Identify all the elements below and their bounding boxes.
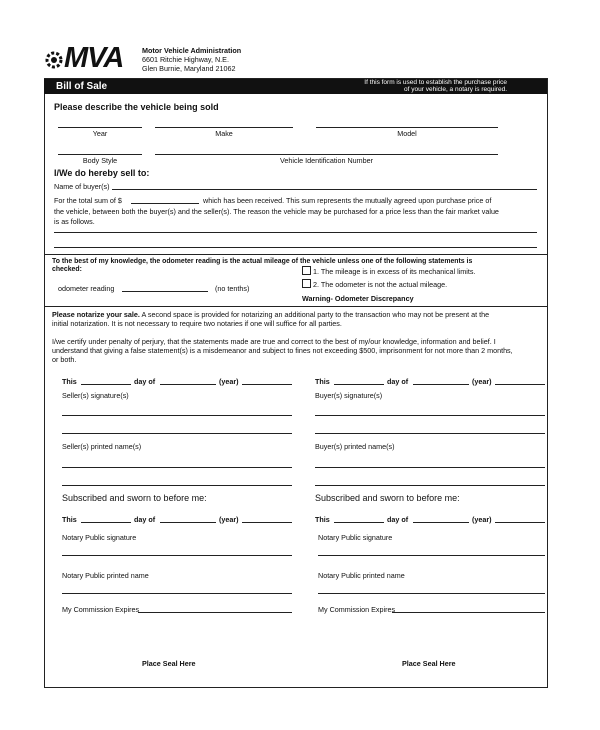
not-actual-checkbox[interactable] xyxy=(302,279,311,288)
seller-notary-signature-line[interactable] xyxy=(62,555,292,556)
org-name: Motor Vehicle Administration xyxy=(142,46,242,55)
seller-notary-day-field[interactable] xyxy=(81,522,131,523)
buyer-commission-field[interactable] xyxy=(392,612,545,613)
seller-month-field[interactable] xyxy=(160,384,216,385)
seller-year-label: (year) xyxy=(219,377,239,386)
divider-odometer xyxy=(44,254,547,255)
seller-this-label: This xyxy=(62,377,77,386)
buyer-notary-printed-line[interactable] xyxy=(318,593,545,594)
seller-day-field[interactable] xyxy=(81,384,131,385)
seller-commission-label: My Commission Expires xyxy=(62,605,140,614)
seller-seal-label: Place Seal Here xyxy=(142,659,196,668)
seller-year-field[interactable] xyxy=(242,384,292,385)
certify-line-1: I/we certify under penalty of perjury, that the statements made are true and correct to the best of my/our knowledge, information and belief. I xyxy=(52,337,496,346)
notarize-rest: A second space is provided for notarizing an additional party to the transaction who may not be present at the xyxy=(141,310,490,319)
vehicle-heading: Please describe the vehicle being sold xyxy=(54,102,219,112)
model-field[interactable] xyxy=(316,127,498,128)
buyer-notary-this-label: This xyxy=(315,515,330,524)
seller-notary-signature-label: Notary Public signature xyxy=(62,533,137,542)
no-tenths-label: (no tenths) xyxy=(215,284,250,293)
seller-notary-printed-line[interactable] xyxy=(62,593,292,594)
make-field[interactable] xyxy=(155,127,293,128)
buyer-notary-year-field[interactable] xyxy=(495,522,545,523)
buyer-this-label: This xyxy=(315,377,330,386)
title-bar xyxy=(44,79,547,94)
buyer-signature-label: Buyer(s) signature(s) xyxy=(315,391,383,400)
seller-printed-line-2[interactable] xyxy=(62,485,292,486)
buyer-printed-label: Buyer(s) printed name(s) xyxy=(315,442,395,451)
notary-note-1: If this form is used to establish the purchase price xyxy=(364,79,507,86)
notary-note-2: of your vehicle, a notary is required. xyxy=(404,86,507,93)
buyer-notary-year-label: (year) xyxy=(472,515,492,524)
buyer-day-field[interactable] xyxy=(334,384,384,385)
notarize-bold: Please notarize your sale. xyxy=(52,310,140,319)
notarize-instruction-2: initial notarization. It is not necessary to require two notaries if one will suffice for all parties. xyxy=(52,319,342,328)
reason-line-1[interactable] xyxy=(54,232,537,233)
org-address-1: 6601 Ritchie Highway, N.E. xyxy=(142,55,229,64)
buyer-year-label: (year) xyxy=(472,377,492,386)
buyer-notary-printed-label: Notary Public printed name xyxy=(318,571,405,580)
buyer-month-field[interactable] xyxy=(413,384,469,385)
buyer-printed-line-1[interactable] xyxy=(315,467,545,468)
buyer-day-of-label: day of xyxy=(387,377,409,386)
odometer-reading-field[interactable] xyxy=(122,291,208,292)
vin-field[interactable] xyxy=(155,154,498,155)
logo-text: MVA xyxy=(64,42,124,74)
reason-line-2[interactable] xyxy=(54,247,537,248)
seller-notary-this-label: This xyxy=(62,515,77,524)
certify-line-2: understand that giving a false statement(s) is a misdemeanor and subject to fines not exceeding $500, imprisonment for not more than 2 months, xyxy=(52,346,513,355)
year-label: Year xyxy=(92,129,108,138)
seller-printed-label: Seller(s) printed name(s) xyxy=(62,442,142,451)
year-field[interactable] xyxy=(58,127,142,128)
price-text-2: which has been received. This sum represents the mutually agreed upon purchase price of xyxy=(203,196,492,205)
make-label: Make xyxy=(215,129,233,138)
body-style-label: Body Style xyxy=(82,156,118,165)
buyer-signature-line-2[interactable] xyxy=(315,433,545,434)
org-address-2: Glen Burnie, Maryland 21062 xyxy=(142,64,236,73)
odometer-statement-2: checked: xyxy=(52,266,82,273)
seller-signature-line-2[interactable] xyxy=(62,433,292,434)
buyer-name-label: Name of buyer(s) xyxy=(54,182,110,191)
seller-notary-printed-label: Notary Public printed name xyxy=(62,571,149,580)
sell-to-heading: I/We do hereby sell to: xyxy=(54,168,150,178)
not-actual-label: 2. The odometer is not the actual mileage. xyxy=(313,280,448,289)
buyer-notary-day-field[interactable] xyxy=(334,522,384,523)
mva-logo xyxy=(44,42,140,74)
seller-printed-line-1[interactable] xyxy=(62,467,292,468)
seller-signature-line-1[interactable] xyxy=(62,415,292,416)
body-style-field[interactable] xyxy=(58,154,142,155)
buyer-signature-line-1[interactable] xyxy=(315,415,545,416)
vin-label: Vehicle Identification Number xyxy=(279,156,374,165)
odometer-reading-label: odometer reading xyxy=(58,284,115,293)
buyer-notary-month-field[interactable] xyxy=(413,522,469,523)
buyer-commission-label: My Commission Expires xyxy=(318,605,396,614)
odometer-statement-1: To the best of my knowledge, the odometer reading is the actual mileage of the vehicle unless one of the following statements is xyxy=(52,258,473,265)
seller-subscribed-label: Subscribed and sworn to before me: xyxy=(62,493,207,503)
mileage-excess-checkbox[interactable] xyxy=(302,266,311,275)
divider-notary xyxy=(44,306,547,307)
seller-day-of-label: day of xyxy=(134,377,156,386)
price-text-1: For the total sum of $ xyxy=(54,196,122,205)
buyer-year-field[interactable] xyxy=(495,384,545,385)
model-label: Model xyxy=(397,129,417,138)
notarize-instruction-1 xyxy=(52,310,489,319)
mileage-excess-label: 1. The mileage is in excess of its mechanical limits. xyxy=(313,267,476,276)
seller-notary-year-label: (year) xyxy=(219,515,239,524)
buyer-subscribed-label: Subscribed and sworn to before me: xyxy=(315,493,460,503)
buyer-notary-day-of-label: day of xyxy=(387,515,409,524)
price-text-4: is as follows. xyxy=(54,217,95,226)
form-title: Bill of Sale xyxy=(56,81,108,92)
seller-commission-field[interactable] xyxy=(138,612,292,613)
certify-line-3: or both. xyxy=(52,355,77,364)
price-text-3: the vehicle, between both the buyer(s) and the seller(s). The reason the vehicle may be purchased for a price less than the fair market value xyxy=(54,207,499,216)
odometer-warning: Warning- Odometer Discrepancy xyxy=(302,294,414,303)
seller-notary-month-field[interactable] xyxy=(160,522,216,523)
buyer-name-field[interactable] xyxy=(112,189,537,190)
seller-signature-label: Seller(s) signature(s) xyxy=(62,391,129,400)
buyer-notary-signature-label: Notary Public signature xyxy=(318,533,393,542)
price-field[interactable] xyxy=(131,203,199,204)
buyer-notary-signature-line[interactable] xyxy=(318,555,545,556)
buyer-printed-line-2[interactable] xyxy=(315,485,545,486)
seller-notary-day-of-label: day of xyxy=(134,515,156,524)
buyer-seal-label: Place Seal Here xyxy=(402,659,456,668)
seller-notary-year-field[interactable] xyxy=(242,522,292,523)
